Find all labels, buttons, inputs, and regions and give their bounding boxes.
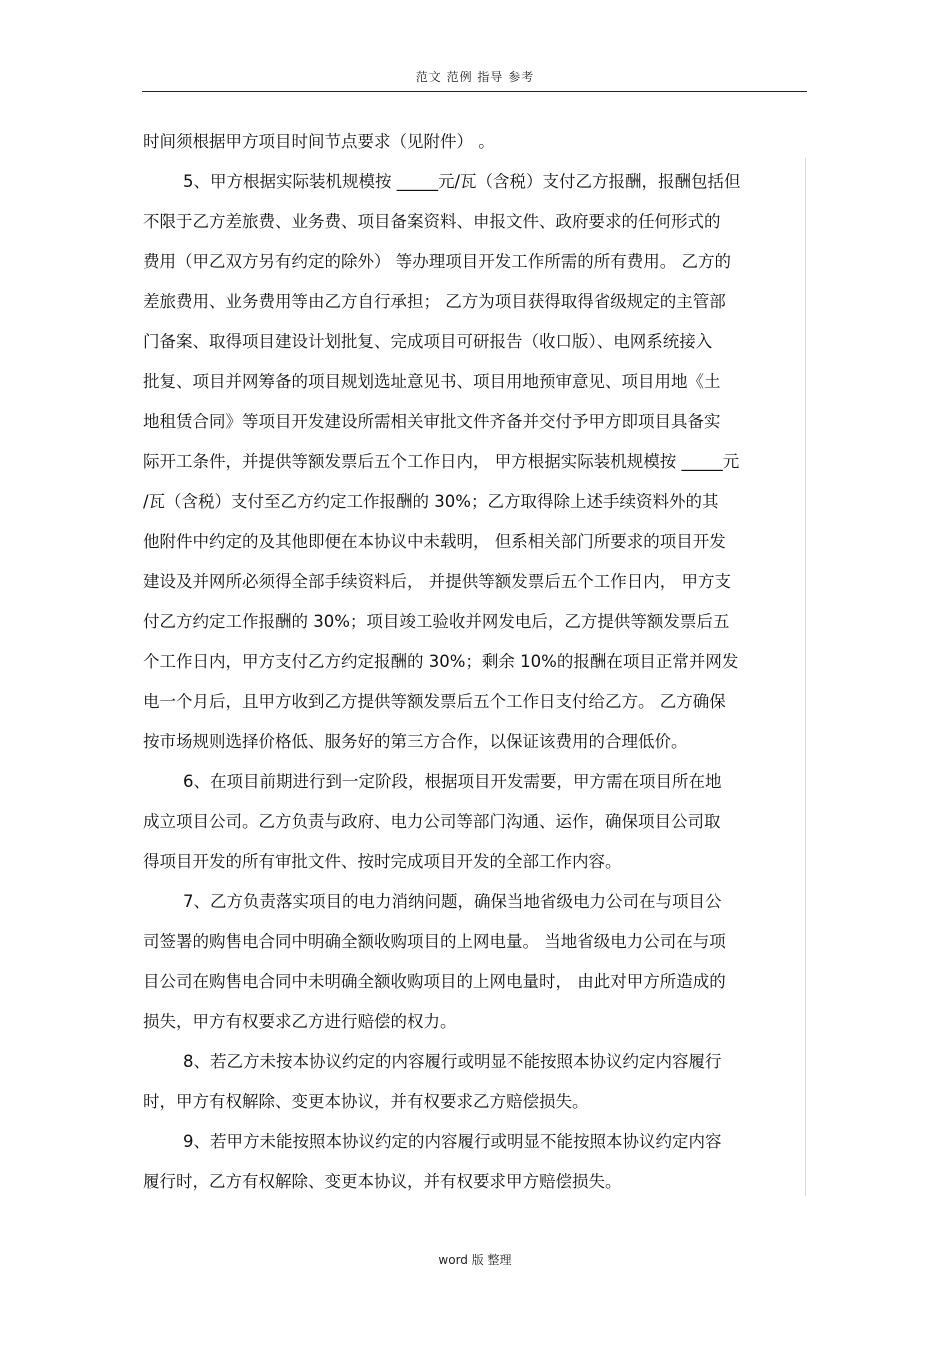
text-line: 他附件中约定的及其他即便在本协议中未载明， 但系相关部门所要求的项目开发 — [143, 532, 726, 551]
text-line: 电一个月后，且甲方收到乙方提供等额发票后五个工作日支付给乙方。 乙方确保 — [143, 692, 726, 711]
text-line: 目公司在购售电合同中未明确全额收购项目的上网电量时， 由此对甲方所造成的 — [143, 972, 726, 991]
page-footer: word 版 整理 — [438, 1253, 512, 1267]
header-divider — [142, 91, 807, 92]
page-header: 范文 范例 指导 参考 — [415, 70, 535, 84]
text-line: 门备案、取得项目建设计划批复、完成项目可研报告（收口版）、电网系统接入 — [143, 332, 713, 351]
text-line: 司签署的购售电合同中明确全额收购项目的上网电量。 当地省级电力公司在与项 — [143, 932, 726, 951]
document-body — [143, 122, 807, 1202]
text-line: 时，甲方有权解除、变更本协议，并有权要求乙方赔偿损失。 — [143, 1092, 589, 1111]
text-line: 际开工条件，并提供等额发票后五个工作日内， 甲方根据实际装机规模按 _____元 — [143, 452, 740, 471]
text-line: 得项目开发的所有审批文件、按时完成项目开发的全部工作内容。 — [143, 852, 622, 871]
text-line: /瓦（含税）支付至乙方约定工作报酬的 30%；乙方取得除上述手续资料外的其 — [143, 492, 719, 511]
text-line: 建设及并网所必须得全部手续资料后， 并提供等额发票后五个工作日内， 甲方支 — [143, 572, 731, 591]
clause-7-start: 7、乙方负责落实项目的电力消纳问题，确保当地省级电力公司在与项目公 — [183, 892, 722, 911]
text-line: 按市场规则选择价格低、服务好的第三方合作，以保证该费用的合理低价。 — [143, 732, 688, 751]
clause-8-start: 8、若乙方未按本协议约定的内容履行或明显不能按照本协议约定内容履行 — [183, 1052, 722, 1071]
text-line: 批复、项目并网筹备的项目规划选址意见书、项目用地预审意见、项目用地《土 — [143, 372, 721, 391]
text-line: 成立项目公司。乙方负责与政府、电力公司等部门沟通、运作，确保项目公司取 — [143, 812, 721, 831]
text-line: 不限于乙方差旅费、业务费、项目备案资料、申报文件、政府要求的任何形式的 — [143, 212, 721, 231]
text-line: 付乙方约定工作报酬的 30%；项目竣工验收并网发电后，乙方提供等额发票后五 — [143, 612, 730, 631]
text-line: 时间须根据甲方项目时间节点要求（见附件） 。 — [143, 132, 495, 151]
text-line: 损失，甲方有权要求乙方进行赔偿的权力。 — [143, 1012, 457, 1031]
text-line: 地租赁合同》等项目开发建设所需相关审批文件齐备并交付予甲方即项目具备实 — [143, 412, 721, 431]
text-line: 履行时，乙方有权解除、变更本协议，并有权要求甲方赔偿损失。 — [143, 1172, 622, 1191]
clause-5-start: 5、甲方根据实际装机规模按 _____元/瓦（含税）支付乙方报酬，报酬包括但 — [183, 172, 741, 191]
clause-6-start: 6、在项目前期进行到一定阶段，根据项目开发需要，甲方需在项目所在地 — [183, 772, 722, 791]
clause-9-start: 9、若甲方未能按照本协议约定的内容履行或明显不能按照本协议约定内容 — [183, 1132, 722, 1151]
text-line: 个工作日内，甲方支付乙方约定报酬的 30%；剩余 10%的报酬在项目正常并网发 — [143, 652, 739, 671]
text-line: 费用（甲乙双方另有约定的除外） 等办理项目开发工作所需的所有费用。 乙方的 — [143, 252, 731, 271]
text-line: 差旅费用、业务费用等由乙方自行承担； 乙方为项目获得取得省级规定的主管部 — [143, 292, 726, 311]
